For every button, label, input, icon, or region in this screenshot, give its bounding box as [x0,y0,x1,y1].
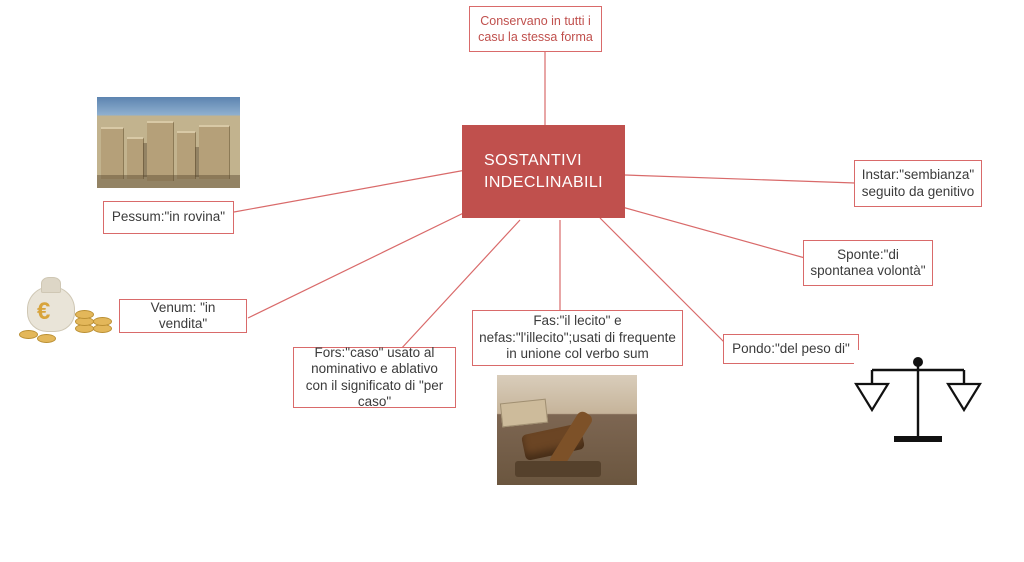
edge-instar [625,175,855,183]
central-topic-line1: SOSTANTIVI [484,151,582,169]
node-venum[interactable] [119,299,247,333]
node-fas-label: Fas:"il lecito" e nefas:"l'illecito";usati di frequente in unione col verbo sum [479,313,676,362]
node-conservano[interactable] [469,6,602,52]
edge-pessum [234,170,466,212]
node-conservano-label: Conservano in tutti i casu la stessa forma [478,13,593,44]
node-instar-label: Instar:"sembianza" seguito da genitivo [861,167,975,199]
node-pondo-label: Pondo:"del peso di" [732,340,850,356]
judge-gavel-photo [497,375,637,485]
node-pessum[interactable] [103,201,234,234]
node-sponte-label: Sponte:"di spontanea volontà" [810,246,926,278]
node-fas[interactable] [472,310,683,366]
justice-scales-image [854,350,982,455]
node-fors-label: Fors:"caso" usato al nominativo e ablativo con il significato di "per caso" [305,344,444,409]
node-venum-label: Venum: "in vendita" [150,299,216,331]
node-instar[interactable] [854,160,982,207]
money-bag-euro-photo: € [13,272,117,353]
node-sponte[interactable] [803,240,933,286]
node-fors[interactable] [293,344,456,409]
central-topic-line2: INDECLINABILI [484,173,604,191]
node-pessum-label: Pessum:"in rovina" [111,209,226,225]
node-pondo[interactable] [723,334,859,364]
edge-sponte [622,207,805,258]
ancient-ruins-photo [97,97,240,188]
central-topic[interactable] [462,125,625,218]
